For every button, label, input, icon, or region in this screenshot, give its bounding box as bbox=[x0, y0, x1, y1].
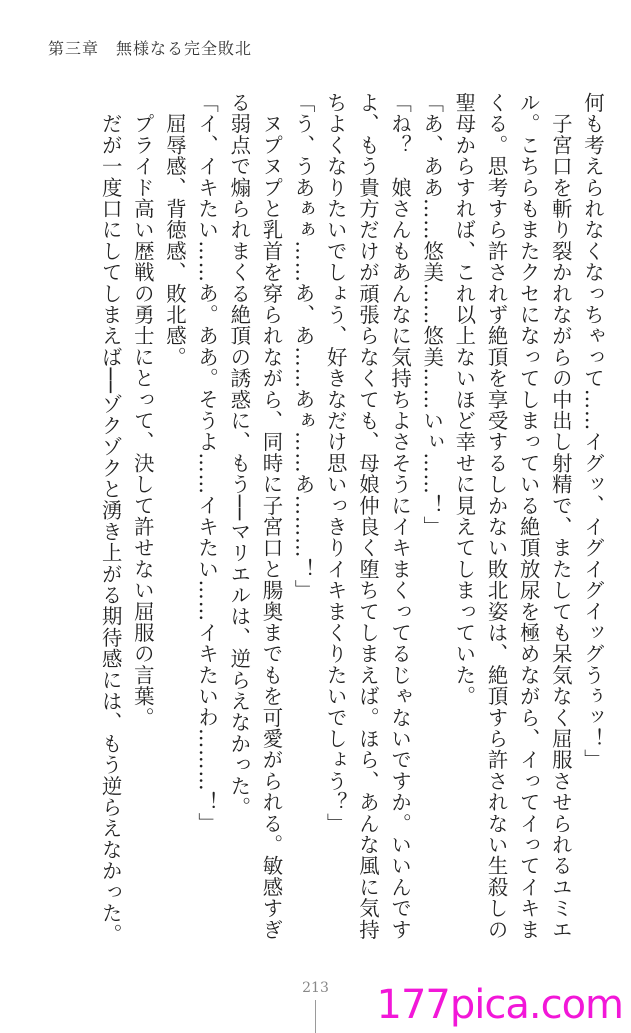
text-column: 「あ、ああ……悠美……悠美……いぃ……！」 bbox=[420, 92, 445, 538]
text-column: よ、もう貴方だけが頑張らなくても、母娘仲良く堕ちてしまえば。ほら、あんな風に気持 bbox=[355, 92, 380, 940]
chapter-running-header: 第三章 無様なる完全敗北 bbox=[48, 39, 253, 58]
text-column: 屈辱感、背徳感、敗北感。 bbox=[162, 92, 187, 368]
text-column: 「イ、イキたい……あ。ああ。そうよ……イキたい……イキたいわ………！」 bbox=[195, 92, 220, 834]
text-column: 「ね？ 娘さんもあんなに気持ちよさそうにイキまくってるじゃないですか。いいんです bbox=[388, 92, 413, 940]
page-number-rule bbox=[315, 1000, 316, 1033]
text-column: 何も考えられなくなっちゃって……イグッ、イグイグイッグうぅッ！」 bbox=[581, 92, 605, 771]
text-column: 「う、うあぁぁ……あ、あ……あぁ……あ………！」 bbox=[291, 92, 316, 601]
text-column: ル。こちらもまたクセになってしまっている絶頂放尿を極めながら、イってイってイキま bbox=[516, 92, 541, 940]
site-watermark: 177pica.com bbox=[376, 982, 623, 1028]
vertical-body-text bbox=[29, 92, 609, 964]
text-column: くる。思考すら許されず絶頂を享受するしかない敗北姿は、絶頂すら許されない生殺しの bbox=[484, 92, 509, 940]
text-column: だが一度口にしてしまえば──ゾクゾクと湧き上がる期待感には、もう逆らえなかった。 bbox=[98, 92, 123, 945]
text-column: ちよくなりたいでしょう、好きなだけ思いっきりイキまくりたいでしょう？」 bbox=[323, 92, 348, 834]
text-column: 子宮口を斬り裂かれながらの中出し射精で、またしても呆気なく屈服させられるユミエ bbox=[548, 92, 573, 940]
text-column: プライド高い歴戦の勇士にとって、決して許せない屈服の言葉。 bbox=[130, 92, 155, 728]
page-number: 213 bbox=[302, 980, 329, 996]
text-column: 聖母からすれば、これ以上ないほど幸せに見えてしまっていた。 bbox=[452, 92, 477, 707]
text-column: ヌプヌプと乳首を穿られながら、同時に子宮口と腸奥までもを可愛がられる。敏感すぎ bbox=[259, 92, 284, 940]
text-column: る弱点で煽られまくる絶頂の誘惑に、もう──マリエルは、逆らえなかった。 bbox=[227, 92, 252, 818]
